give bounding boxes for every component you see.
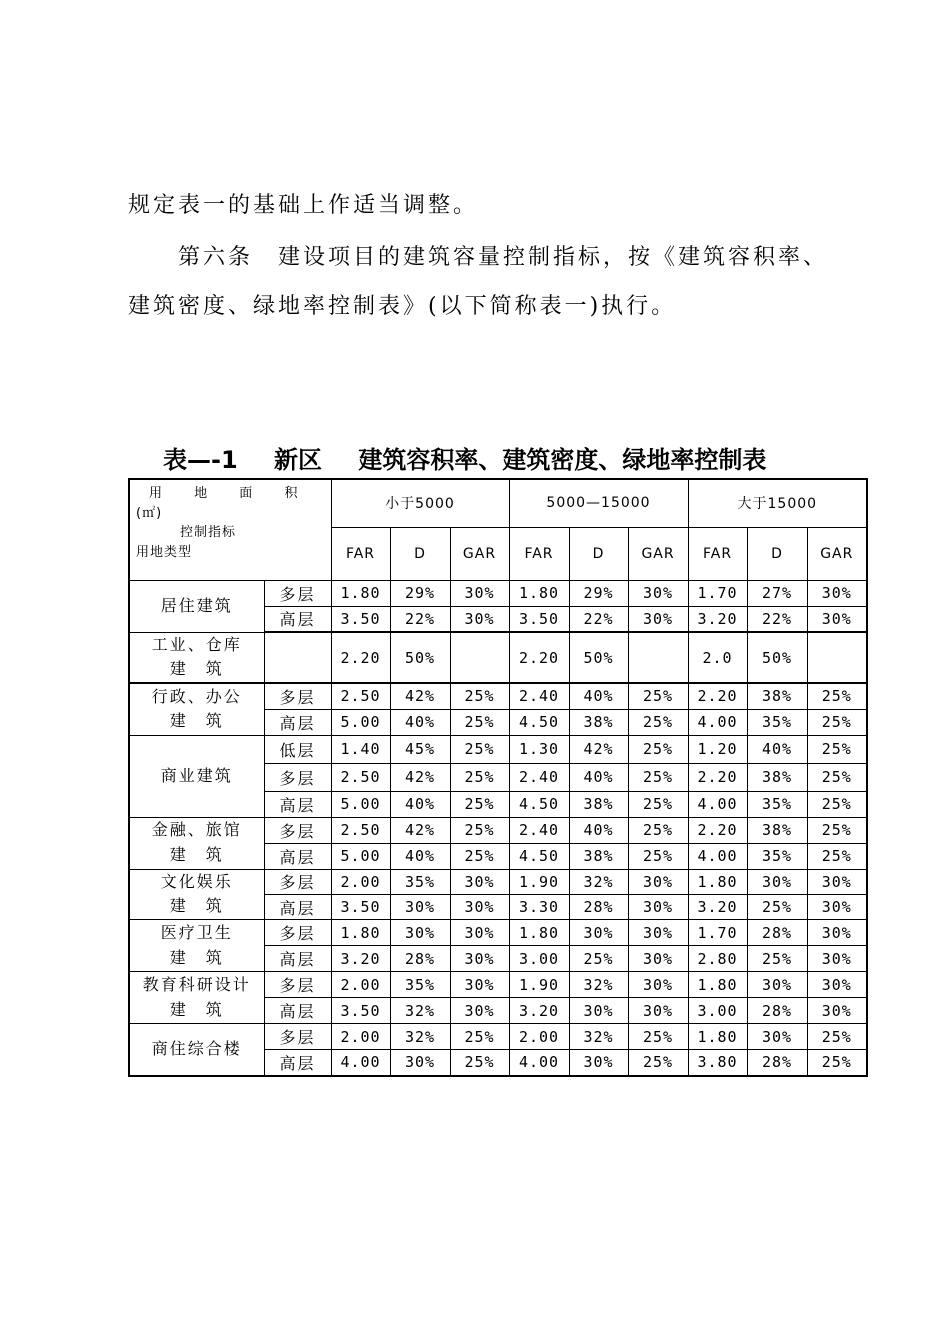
value-cell: 25% bbox=[807, 683, 867, 709]
value-cell: 1.70 bbox=[688, 580, 747, 606]
value-cell: 30% bbox=[628, 920, 688, 946]
value-cell: 25% bbox=[628, 763, 688, 791]
floor-level-cell: 高层 bbox=[264, 709, 331, 735]
floor-level-cell: 多层 bbox=[264, 763, 331, 791]
table-number: 表—-1 bbox=[163, 446, 238, 474]
floor-level-cell: 多层 bbox=[264, 1024, 331, 1050]
value-cell: 38% bbox=[569, 791, 628, 817]
value-cell: 3.80 bbox=[688, 1050, 747, 1076]
corner-landuse-label: 用地类型 bbox=[136, 544, 193, 560]
value-cell: 50% bbox=[569, 632, 628, 683]
value-cell: 2.50 bbox=[331, 683, 390, 709]
value-cell: 30% bbox=[450, 606, 509, 632]
value-cell: 3.50 bbox=[331, 894, 390, 919]
table-row bbox=[129, 683, 867, 709]
value-cell: 25% bbox=[450, 843, 509, 869]
group-header-1: 小于5000 bbox=[331, 479, 509, 527]
value-cell: 3.50 bbox=[509, 606, 569, 632]
floor-level-cell: 高层 bbox=[264, 946, 331, 972]
table-title bbox=[163, 440, 766, 475]
value-cell: 2.0 bbox=[688, 632, 747, 683]
value-cell: 40% bbox=[569, 817, 628, 843]
control-table bbox=[128, 478, 868, 1077]
value-cell: 2.00 bbox=[331, 869, 390, 894]
value-cell: 30% bbox=[807, 972, 867, 998]
value-cell: 38% bbox=[747, 817, 807, 843]
table-row bbox=[129, 817, 867, 843]
land-use-type-cell: 居住建筑 bbox=[129, 580, 264, 632]
floor-level-cell: 高层 bbox=[264, 998, 331, 1024]
col-header: FAR bbox=[331, 527, 390, 580]
value-cell: 25% bbox=[569, 946, 628, 972]
floor-level-cell: 低层 bbox=[264, 735, 331, 763]
value-cell: 25% bbox=[747, 894, 807, 919]
value-cell: 28% bbox=[569, 894, 628, 919]
land-use-type-cell: 行政、办公 建 筑 bbox=[129, 683, 264, 735]
corner-unit-label: (㎡) bbox=[136, 505, 163, 521]
corner-area-label: 用 地 面 积 bbox=[149, 486, 312, 501]
value-cell: 28% bbox=[390, 946, 450, 972]
value-cell: 2.50 bbox=[331, 763, 390, 791]
value-cell: 1.80 bbox=[688, 869, 747, 894]
floor-level-cell: 高层 bbox=[264, 894, 331, 919]
value-cell: 3.30 bbox=[509, 894, 569, 919]
value-cell: 1.90 bbox=[509, 972, 569, 998]
value-cell: 50% bbox=[747, 632, 807, 683]
value-cell: 3.50 bbox=[331, 998, 390, 1024]
header-corner bbox=[129, 479, 331, 580]
value-cell: 2.20 bbox=[331, 632, 390, 683]
value-cell: 25% bbox=[807, 763, 867, 791]
value-cell: 3.20 bbox=[688, 606, 747, 632]
value-cell: 30% bbox=[450, 998, 509, 1024]
value-cell: 42% bbox=[390, 817, 450, 843]
value-cell: 25% bbox=[450, 791, 509, 817]
value-cell: 35% bbox=[390, 972, 450, 998]
table-row bbox=[129, 632, 867, 683]
paragraph-3: 建筑密度、绿地率控制表》(以下简称表一)执行。 bbox=[128, 294, 677, 319]
value-cell: 3.20 bbox=[688, 894, 747, 919]
floor-level-cell: 高层 bbox=[264, 606, 331, 632]
value-cell: 40% bbox=[569, 683, 628, 709]
value-cell: 38% bbox=[747, 763, 807, 791]
value-cell: 29% bbox=[390, 580, 450, 606]
value-cell: 2.20 bbox=[688, 763, 747, 791]
land-use-type-cell: 工业、仓库 建 筑 bbox=[129, 632, 264, 683]
value-cell bbox=[450, 632, 509, 683]
paragraph-1: 规定表一的基础上作适当调整。 bbox=[128, 193, 479, 218]
value-cell: 1.30 bbox=[509, 735, 569, 763]
value-cell: 25% bbox=[628, 1024, 688, 1050]
value-cell: 1.90 bbox=[509, 869, 569, 894]
value-cell: 40% bbox=[390, 791, 450, 817]
group-header-2: 5000—15000 bbox=[509, 479, 688, 527]
value-cell: 30% bbox=[628, 580, 688, 606]
value-cell: 2.80 bbox=[688, 946, 747, 972]
value-cell: 2.00 bbox=[509, 1024, 569, 1050]
value-cell: 2.40 bbox=[509, 817, 569, 843]
table-row bbox=[129, 920, 867, 946]
col-header: D bbox=[747, 527, 807, 580]
floor-level-cell bbox=[264, 632, 331, 683]
value-cell: 1.70 bbox=[688, 920, 747, 946]
table-region: 新区 bbox=[274, 446, 323, 474]
value-cell: 32% bbox=[569, 1024, 628, 1050]
value-cell: 25% bbox=[628, 843, 688, 869]
value-cell: 30% bbox=[807, 869, 867, 894]
col-header: GAR bbox=[450, 527, 509, 580]
value-cell: 1.20 bbox=[688, 735, 747, 763]
value-cell: 2.50 bbox=[331, 817, 390, 843]
table-name: 建筑容积率、建筑密度、绿地率控制表 bbox=[358, 446, 767, 474]
value-cell: 4.50 bbox=[509, 791, 569, 817]
value-cell: 30% bbox=[450, 894, 509, 919]
value-cell bbox=[628, 632, 688, 683]
value-cell: 4.00 bbox=[688, 791, 747, 817]
value-cell: 30% bbox=[807, 920, 867, 946]
corner-indicator-label: 控制指标 bbox=[180, 525, 237, 540]
value-cell: 22% bbox=[390, 606, 450, 632]
value-cell: 4.50 bbox=[509, 709, 569, 735]
value-cell: 22% bbox=[569, 606, 628, 632]
value-cell: 1.80 bbox=[688, 972, 747, 998]
value-cell: 5.00 bbox=[331, 791, 390, 817]
table-row bbox=[129, 580, 867, 606]
value-cell: 25% bbox=[450, 735, 509, 763]
value-cell: 30% bbox=[450, 869, 509, 894]
value-cell: 2.40 bbox=[509, 763, 569, 791]
value-cell: 3.00 bbox=[688, 998, 747, 1024]
table-row bbox=[129, 1024, 867, 1050]
value-cell: 3.00 bbox=[509, 946, 569, 972]
value-cell: 2.00 bbox=[331, 1024, 390, 1050]
value-cell: 30% bbox=[569, 920, 628, 946]
value-cell: 25% bbox=[807, 735, 867, 763]
value-cell: 25% bbox=[450, 683, 509, 709]
value-cell: 35% bbox=[747, 843, 807, 869]
value-cell: 2.40 bbox=[509, 683, 569, 709]
value-cell: 30% bbox=[628, 894, 688, 919]
value-cell: 42% bbox=[390, 763, 450, 791]
value-cell: 1.80 bbox=[331, 580, 390, 606]
col-header: FAR bbox=[509, 527, 569, 580]
value-cell: 30% bbox=[450, 946, 509, 972]
value-cell: 30% bbox=[747, 869, 807, 894]
value-cell: 25% bbox=[628, 817, 688, 843]
value-cell: 25% bbox=[450, 817, 509, 843]
value-cell: 1.80 bbox=[688, 1024, 747, 1050]
value-cell: 25% bbox=[628, 791, 688, 817]
floor-level-cell: 多层 bbox=[264, 683, 331, 709]
value-cell: 42% bbox=[390, 683, 450, 709]
value-cell: 32% bbox=[390, 998, 450, 1024]
value-cell: 45% bbox=[390, 735, 450, 763]
group-header-3: 大于15000 bbox=[688, 479, 867, 527]
value-cell: 40% bbox=[390, 709, 450, 735]
value-cell: 30% bbox=[390, 920, 450, 946]
floor-level-cell: 高层 bbox=[264, 791, 331, 817]
land-use-type-cell: 文化娱乐 建 筑 bbox=[129, 869, 264, 920]
floor-level-cell: 多层 bbox=[264, 972, 331, 998]
value-cell: 32% bbox=[569, 972, 628, 998]
value-cell: 25% bbox=[628, 1050, 688, 1076]
value-cell: 4.50 bbox=[509, 843, 569, 869]
value-cell: 30% bbox=[747, 1024, 807, 1050]
value-cell: 32% bbox=[390, 1024, 450, 1050]
table-body bbox=[129, 580, 867, 1076]
value-cell: 50% bbox=[390, 632, 450, 683]
value-cell: 30% bbox=[747, 972, 807, 998]
value-cell: 22% bbox=[747, 606, 807, 632]
value-cell: 25% bbox=[450, 1050, 509, 1076]
value-cell bbox=[807, 632, 867, 683]
value-cell: 35% bbox=[747, 709, 807, 735]
value-cell: 28% bbox=[747, 998, 807, 1024]
value-cell: 30% bbox=[628, 946, 688, 972]
land-use-type-cell: 商业建筑 bbox=[129, 735, 264, 817]
floor-level-cell: 多层 bbox=[264, 817, 331, 843]
table-row bbox=[129, 735, 867, 763]
value-cell: 5.00 bbox=[331, 709, 390, 735]
value-cell: 28% bbox=[747, 1050, 807, 1076]
value-cell: 30% bbox=[390, 1050, 450, 1076]
value-cell: 25% bbox=[450, 1024, 509, 1050]
value-cell: 42% bbox=[569, 735, 628, 763]
value-cell: 28% bbox=[747, 920, 807, 946]
value-cell: 1.40 bbox=[331, 735, 390, 763]
value-cell: 3.20 bbox=[331, 946, 390, 972]
value-cell: 25% bbox=[807, 843, 867, 869]
value-cell: 25% bbox=[450, 709, 509, 735]
land-use-type-cell: 医疗卫生 建 筑 bbox=[129, 920, 264, 972]
value-cell: 25% bbox=[807, 1024, 867, 1050]
value-cell: 2.20 bbox=[688, 817, 747, 843]
col-header: FAR bbox=[688, 527, 747, 580]
floor-level-cell: 高层 bbox=[264, 1050, 331, 1076]
land-use-type-cell: 教育科研设计 建 筑 bbox=[129, 972, 264, 1024]
land-use-type-cell: 商住综合楼 bbox=[129, 1024, 264, 1076]
value-cell: 38% bbox=[747, 683, 807, 709]
header-row-groups bbox=[129, 479, 867, 527]
land-use-type-cell: 金融、旅馆 建 筑 bbox=[129, 817, 264, 869]
value-cell: 30% bbox=[569, 998, 628, 1024]
value-cell: 2.20 bbox=[688, 683, 747, 709]
value-cell: 4.00 bbox=[688, 709, 747, 735]
value-cell: 2.20 bbox=[509, 632, 569, 683]
value-cell: 1.80 bbox=[509, 920, 569, 946]
table-row bbox=[129, 869, 867, 894]
value-cell: 1.80 bbox=[331, 920, 390, 946]
value-cell: 25% bbox=[628, 709, 688, 735]
value-cell: 25% bbox=[747, 946, 807, 972]
value-cell: 35% bbox=[747, 791, 807, 817]
value-cell: 30% bbox=[807, 894, 867, 919]
value-cell: 35% bbox=[390, 869, 450, 894]
value-cell: 25% bbox=[807, 791, 867, 817]
value-cell: 30% bbox=[807, 580, 867, 606]
value-cell: 30% bbox=[390, 894, 450, 919]
value-cell: 25% bbox=[628, 683, 688, 709]
value-cell: 40% bbox=[569, 763, 628, 791]
paragraph-2: 第六条 建设项目的建筑容量控制指标，按《建筑容积率、 bbox=[178, 245, 829, 270]
value-cell: 30% bbox=[628, 972, 688, 998]
value-cell: 4.00 bbox=[331, 1050, 390, 1076]
value-cell: 30% bbox=[807, 946, 867, 972]
value-cell: 40% bbox=[390, 843, 450, 869]
value-cell: 30% bbox=[569, 1050, 628, 1076]
value-cell: 30% bbox=[628, 606, 688, 632]
col-header: D bbox=[390, 527, 450, 580]
value-cell: 29% bbox=[569, 580, 628, 606]
value-cell: 30% bbox=[450, 580, 509, 606]
value-cell: 32% bbox=[569, 869, 628, 894]
value-cell: 27% bbox=[747, 580, 807, 606]
value-cell: 30% bbox=[807, 998, 867, 1024]
value-cell: 25% bbox=[807, 709, 867, 735]
value-cell: 30% bbox=[450, 920, 509, 946]
col-header: GAR bbox=[628, 527, 688, 580]
value-cell: 4.00 bbox=[509, 1050, 569, 1076]
floor-level-cell: 多层 bbox=[264, 920, 331, 946]
col-header: D bbox=[569, 527, 628, 580]
value-cell: 25% bbox=[807, 1050, 867, 1076]
value-cell: 30% bbox=[628, 869, 688, 894]
value-cell: 1.80 bbox=[509, 580, 569, 606]
value-cell: 3.50 bbox=[331, 606, 390, 632]
col-header: GAR bbox=[807, 527, 867, 580]
value-cell: 30% bbox=[807, 606, 867, 632]
floor-level-cell: 高层 bbox=[264, 843, 331, 869]
value-cell: 30% bbox=[450, 972, 509, 998]
value-cell: 30% bbox=[628, 998, 688, 1024]
floor-level-cell: 多层 bbox=[264, 580, 331, 606]
value-cell: 38% bbox=[569, 843, 628, 869]
value-cell: 25% bbox=[807, 817, 867, 843]
floor-level-cell: 多层 bbox=[264, 869, 331, 894]
value-cell: 4.00 bbox=[688, 843, 747, 869]
value-cell: 3.20 bbox=[509, 998, 569, 1024]
value-cell: 25% bbox=[628, 735, 688, 763]
table-row bbox=[129, 972, 867, 998]
value-cell: 38% bbox=[569, 709, 628, 735]
value-cell: 25% bbox=[450, 763, 509, 791]
value-cell: 2.00 bbox=[331, 972, 390, 998]
value-cell: 5.00 bbox=[331, 843, 390, 869]
value-cell: 40% bbox=[747, 735, 807, 763]
